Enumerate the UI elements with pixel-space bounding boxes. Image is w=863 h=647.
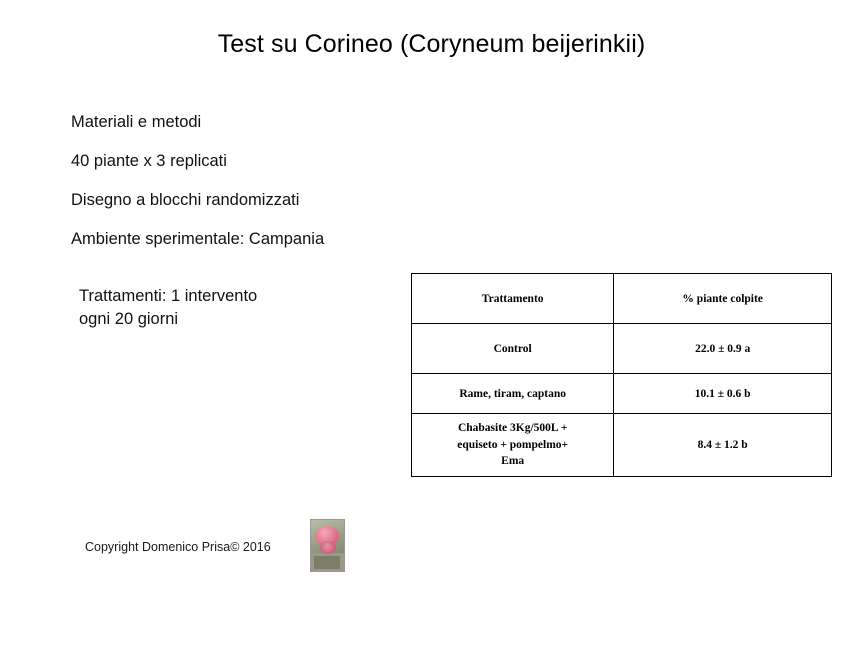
copyright-footer: Copyright Domenico Prisa© 2016 [85, 540, 271, 554]
bullet-list [71, 112, 491, 269]
cell-line-1: Chabasite 3Kg/500L + [457, 421, 568, 434]
cell-value-control: 22.0 ± 0.9 a [614, 324, 832, 374]
bullet-item-3: Disegno a blocchi randomizzati [71, 191, 300, 210]
table-row [412, 374, 832, 414]
treatments-note [79, 285, 257, 332]
bullet-item-2: 40 piante x 3 replicati [71, 152, 227, 171]
cell-treatment-chabasite [412, 414, 614, 477]
column-header-treatment: Trattamento [412, 274, 614, 324]
table-row [412, 414, 832, 477]
cell-value-chabasite: 8.4 ± 1.2 b [614, 414, 832, 477]
results-table [411, 273, 832, 477]
cell-line-2: equiseto + pompelmo+ [457, 438, 569, 451]
treatments-note-line-2: ogni 20 giorni [79, 310, 179, 329]
table-header-row [412, 274, 832, 324]
cactus-flower-photo [310, 519, 345, 572]
treatments-note-line-1: Trattamenti: 1 intervento [79, 287, 258, 305]
table-row [412, 324, 832, 374]
photo-pot [314, 556, 340, 569]
bullet-item-4: Ambiente sperimentale: Campania [71, 230, 325, 249]
page-title: Test su Corineo (Coryneum beijerinkii) [217, 30, 646, 58]
cell-treatment-chemical: Rame, tiram, captano [412, 374, 614, 414]
cell-value-chemical: 10.1 ± 0.6 b [614, 374, 832, 414]
photo-flower-secondary [320, 541, 336, 554]
cell-treatment-control: Control [412, 324, 614, 374]
bullet-item-1: Materiali e metodi [71, 113, 202, 131]
column-header-percent-affected: % piante colpite [614, 274, 832, 324]
cell-line-3: Ema [501, 455, 525, 468]
